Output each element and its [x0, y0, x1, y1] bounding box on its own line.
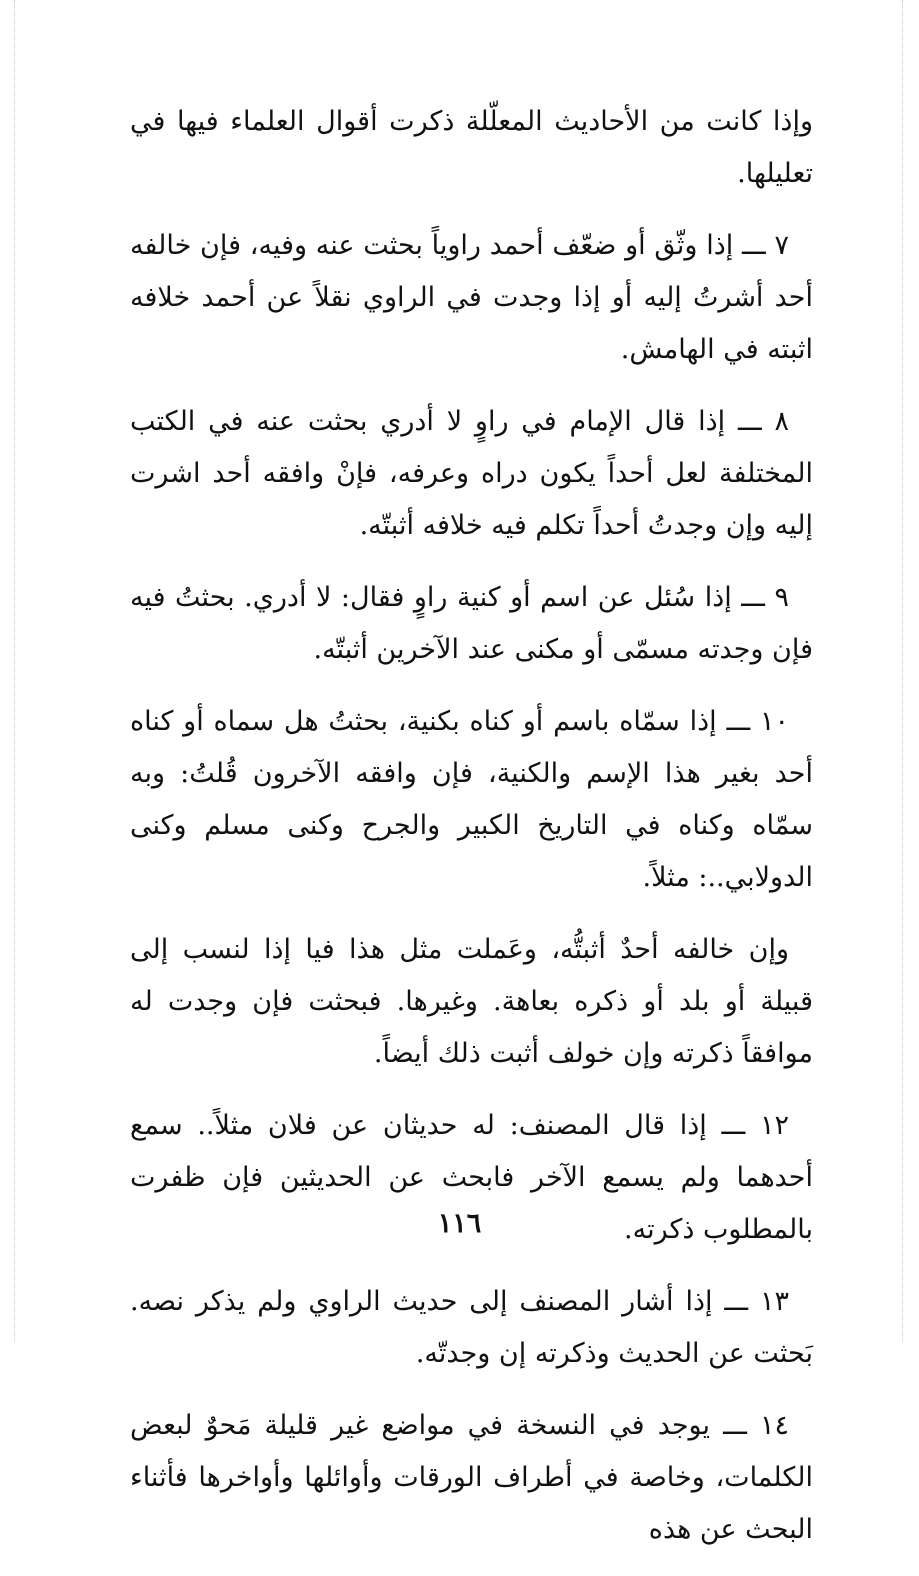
- paragraph-item-8: ٨ ـــ إذا قال الإمام في راوٍ لا أدري بحثت عنه في الكتب المختلفة لعل أحداً يكون دراه وعرفه، فإنْ وافقه أحد اشرت إليه وإن وجدتُ أحداً تكلم فيه خلافه أثبتّه.: [130, 406, 813, 541]
- paragraph-item-11: وإن خالفه أحدٌ أثبتُّه، وعَملت مثل هذا فيا إذا لنسب إلى قبيلة أو بلد أو ذكره بعاهة. وغيرها. فبحثت فإن وجدت له موافقاً ذكرته وإن خولف أثبت ذلك أيضاً.: [130, 934, 813, 1069]
- paragraph-item-13: ١٣ ـــ إذا أشار المصنف إلى حديث الراوي ولم يذكر نصه. بَحثت عن الحديث وذكرته إن وجدتّه.: [130, 1286, 813, 1369]
- scan-guide-right: [902, 0, 903, 1342]
- paragraph-continuation: وإذا كانت من الأحاديث المعلّلة ذكرت أقوال العلماء فيها في تعليلها.: [130, 106, 813, 189]
- body-text: [130, 96, 813, 1576]
- paragraph-item-7: ٧ ـــ إذا وثّق أو ضعّف أحمد راوياً بحثت عنه وفيه، فإن خالفه أحد أشرتُ إليه أو إذا وجدت في الراوي نقلاً عن أحمد خلافه اثبته في الهامش.: [130, 230, 813, 365]
- scan-guide-left: [14, 0, 15, 1342]
- paragraph-item-12: ١٢ ـــ إذا قال المصنف: له حديثان عن فلان مثلاً.. سمع أحدهما ولم يسمع الآخر فابحث عن الحديثين فإن ظفرت بالمطلوب ذكرته.: [130, 1110, 813, 1245]
- paragraph-item-14: ١٤ ـــ يوجد في النسخة في مواضع غير قليلة مَحوٌ لبعض الكلمات، وخاصة في أطراف الورقات وأوائلها وأواخرها فأثناء البحث عن هذه: [130, 1410, 813, 1545]
- paragraph-item-10: ١٠ ـــ إذا سمّاه باسم أو كناه بكنية، بحثتُ هل سماه أو كناه أحد بغير هذا الإسم والكنية، فإن وافقه الآخرون قُلتُ: وبه سمّاه وكناه في التاريخ الكبير والجرح وكنى مسلم وكنى الدولابي..: مثلاً.: [130, 706, 813, 893]
- page-number: ١١٦: [437, 1208, 482, 1239]
- paragraph-item-9: ٩ ـــ إذا سُئل عن اسم أو كنية راوٍ فقال: لا أدري. بحثتُ فيه فإن وجدته مسمّى أو مكنى عند الآخرين أثبتّه.: [130, 582, 813, 665]
